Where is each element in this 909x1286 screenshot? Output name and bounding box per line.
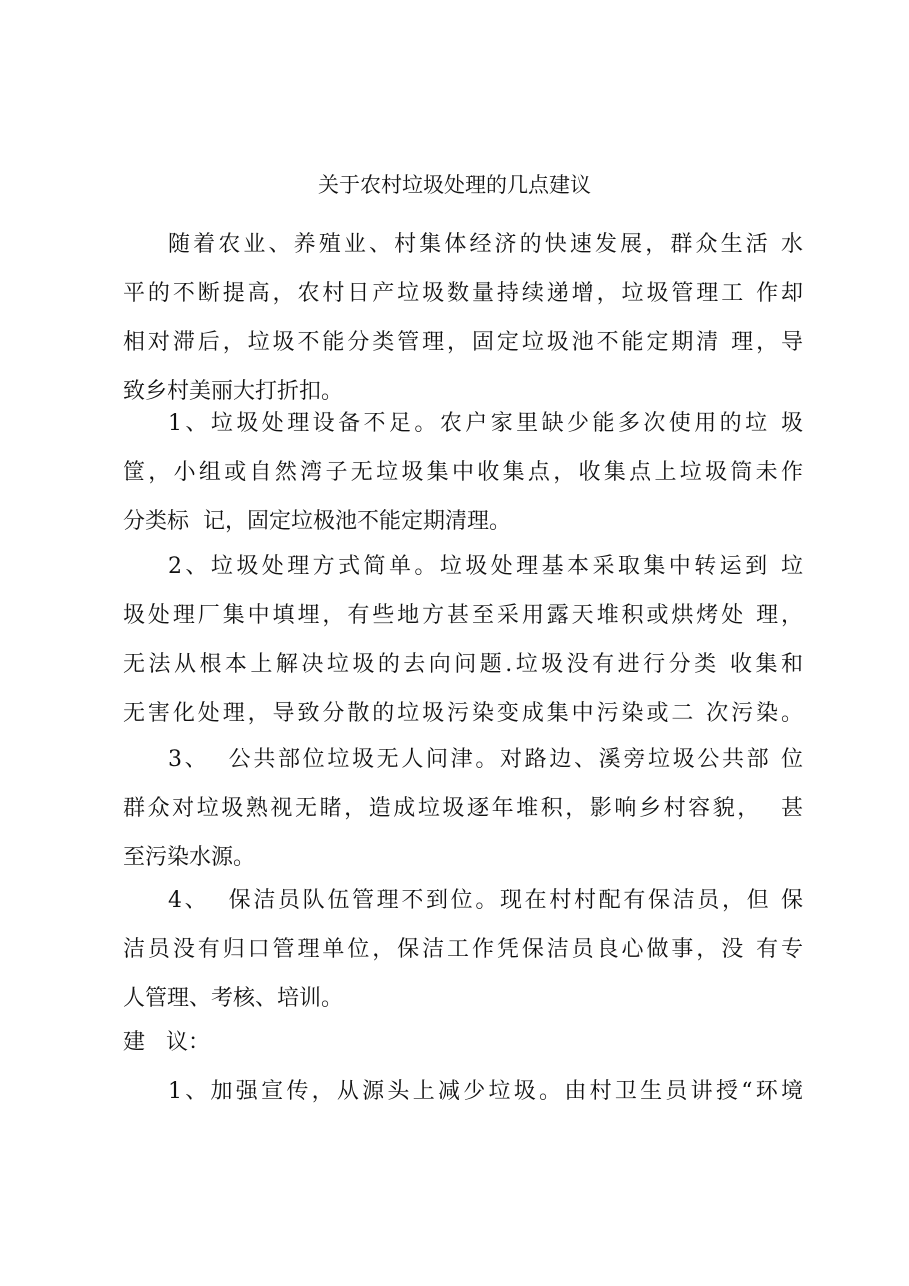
section-heading: 建 议：: [123, 1030, 210, 1055]
paragraph-line: 群众对垃圾熟视无睹，造成垃圾逐年堆积，影响乡村容貌， 甚: [123, 796, 803, 821]
paragraph-line: 至污染水源。: [123, 845, 256, 870]
intro-paragraph: [123, 220, 803, 416]
paragraph-line: 平的不断提高，农村日产垃圾数量持续递增，垃圾管理工 作却: [123, 281, 803, 306]
paragraph-line: 随着农业、养殖业、村集体经济的快速发展，群众生活 水: [168, 232, 803, 257]
paragraph-line: 洁员没有归口管理单位，保洁工作凭保洁员良心做事，没 有专: [123, 937, 803, 962]
paragraph-line: 筐，小组或自然湾子无垃圾集中收集点，收集点上垃圾筒未作: [123, 460, 803, 485]
problem-paragraph-3: [123, 735, 803, 882]
problem-paragraph-1: [123, 399, 803, 546]
paragraph-line: 圾处理厂集中填埋，有些地方甚至采用露天堆积或烘烤处 理，: [123, 603, 803, 628]
paragraph-line: 4、 保洁员队伍管理不到位。现在村村配有保洁员，但 保: [168, 888, 803, 913]
paragraph-line: 3、 公共部位垃圾无人问津。对路边、溪旁垃圾公共部 位: [168, 747, 803, 772]
paragraph-line: 分类标 记，固定垃极池不能定期清理。: [123, 509, 511, 534]
problem-paragraph-4: [123, 876, 803, 1023]
document-title: 关于农村垃圾处理的几点建议: [318, 173, 591, 197]
paragraph-line: 无法从根本上解决垃圾的去向问题.垃圾没有进行分类 收集和: [123, 652, 803, 677]
paragraph-line: 2、垃圾处理方式简单。垃圾处理基本采取集中转运到 垃: [168, 554, 803, 579]
paragraph-line: 无害化处理，导致分散的垃圾污染变成集中污染或二 次污染。: [123, 701, 803, 726]
paragraph-line: 1、加强宣传，从源头上减少垃圾。由村卫生员讲授“环境: [168, 1079, 803, 1104]
paragraph-line: 人管理、考核、培训。: [123, 986, 344, 1011]
paragraph-line: 致乡村美丽大打折扣。: [123, 379, 344, 404]
paragraph-line: 相对滞后，垃圾不能分类管理，固定垃圾池不能定期清 理，导: [123, 330, 803, 355]
problem-paragraph-2: [123, 542, 803, 738]
paragraph-line: 1、垃圾处理设备不足。农户家里缺少能多次使用的垃 圾: [168, 411, 803, 436]
suggestion-heading-block: [123, 1018, 803, 1067]
suggestion-paragraph-1: [123, 1067, 803, 1116]
